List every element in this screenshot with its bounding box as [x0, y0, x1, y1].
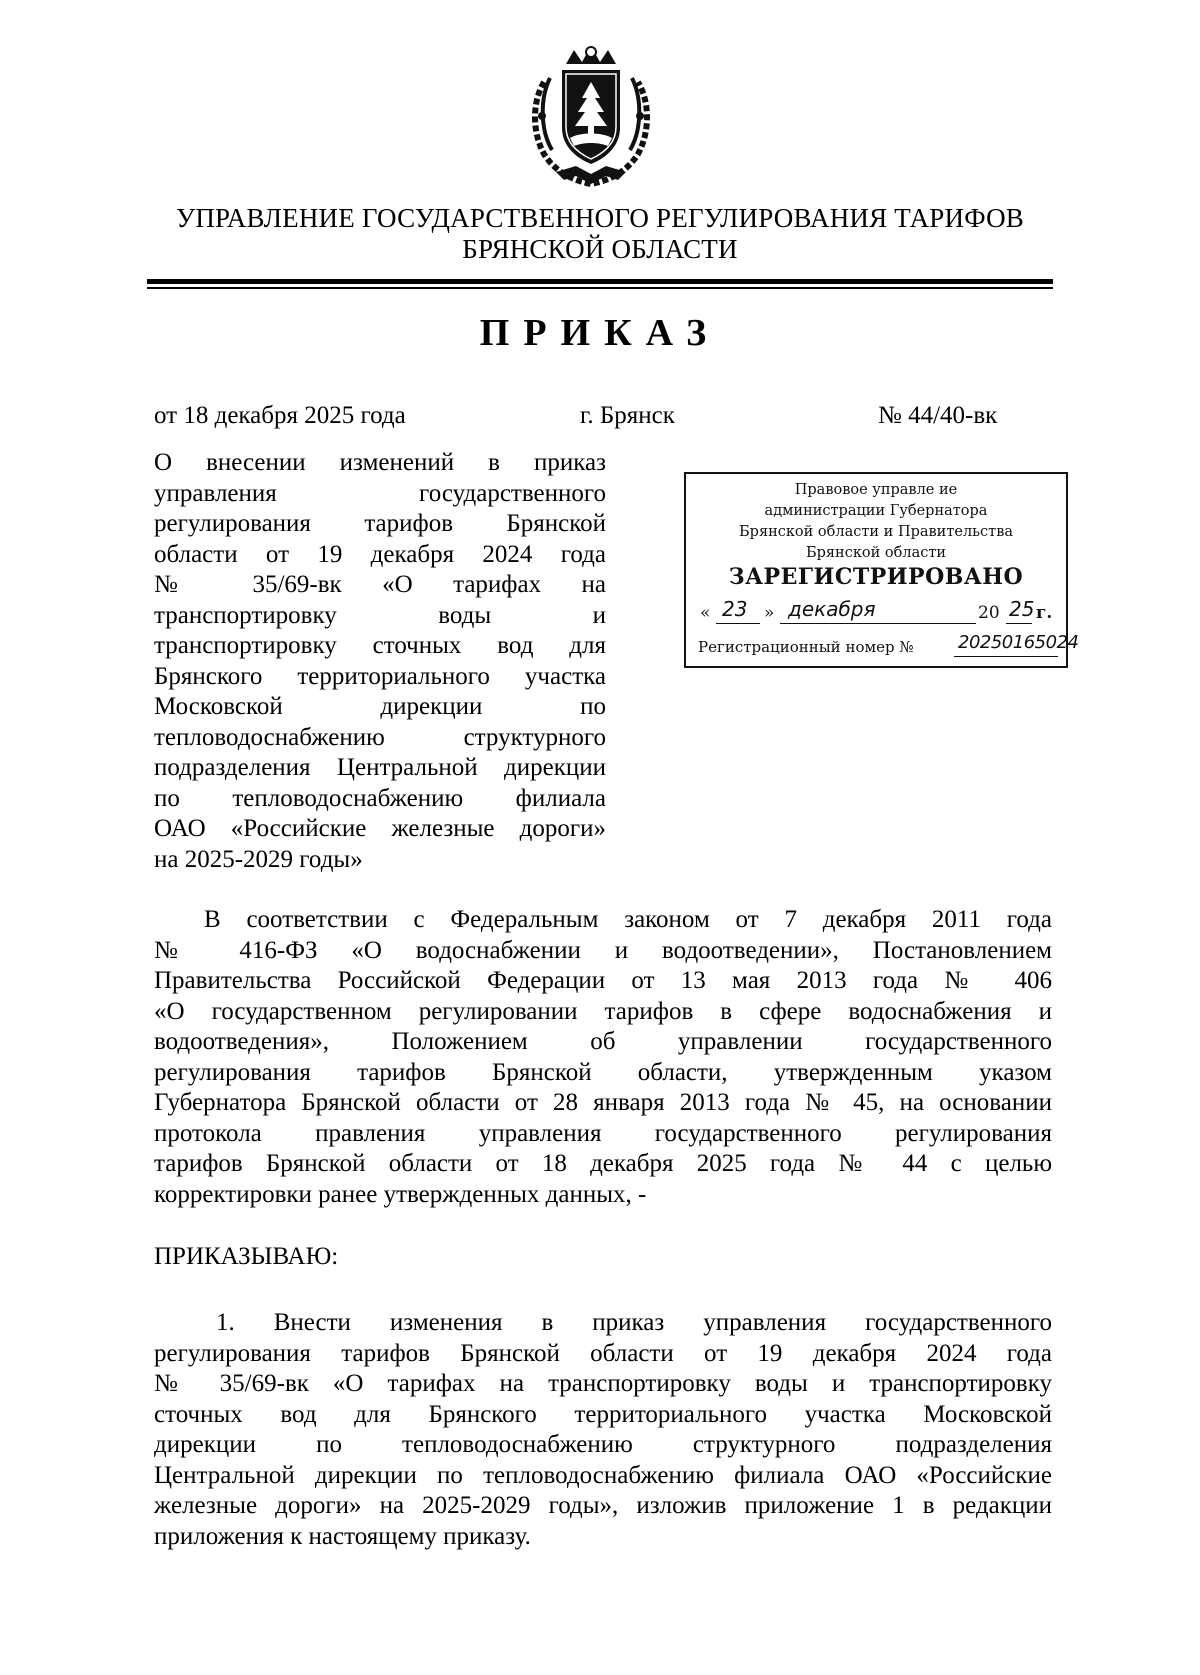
- stamp-line: Брянской области: [805, 545, 947, 561]
- coat-of-arms-emblem: [526, 42, 656, 192]
- underline: [716, 623, 760, 624]
- registration-stamp: [684, 472, 1079, 668]
- subject-line: Брянского территориального участка: [154, 662, 606, 690]
- document-number: № 44/40-вк: [878, 402, 998, 429]
- stamp-close-quote: »: [764, 603, 775, 623]
- stamp-year-prefix: 20: [978, 603, 1000, 623]
- paragraph-line: В соответствии с Федеральным законом от 7 декабря 2011 года: [204, 906, 1052, 933]
- subject-line: управления государственного: [154, 479, 606, 507]
- paragraph-line: № 35/69-вк «О тарифах на транспортировку воды и транспортировку: [154, 1370, 1052, 1397]
- paragraph-line: 1. Внести изменения в приказ управления государственного: [216, 1309, 1052, 1336]
- document-type-title: ПРИКАЗ: [479, 312, 721, 354]
- stamp-line: администрации Губернатора: [764, 503, 988, 519]
- stamp-line: Правовое управле ие: [794, 482, 958, 498]
- paragraph-line: регулирования тарифов Брянской области от 19 декабря 2024 года: [154, 1339, 1052, 1367]
- document-date: от 18 декабря 2025 года: [154, 402, 406, 429]
- paragraph-line: железные дороги» на 2025-2029 годы», изложив приложение 1 в редакции: [154, 1492, 1052, 1519]
- paragraph-line: «О государственном регулировании тарифов в сфере водоснабжения и: [154, 997, 1052, 1025]
- stamp-open-quote: «: [700, 603, 711, 623]
- subject-line: ОАО «Российские железные дороги»: [154, 815, 606, 842]
- subject-line: транспортировку воды и: [154, 601, 606, 629]
- stamp-status: ЗАРЕГИСТРИРОВАНО: [728, 564, 1024, 590]
- subject-line: тепловодоснабжению структурного: [154, 723, 606, 751]
- document-city: г. Брянск: [580, 402, 675, 429]
- paragraph-line: Центральной дирекции по тепловодоснабжению филиала ОАО «Российские: [154, 1461, 1052, 1489]
- organization-name-line1: УПРАВЛЕНИЕ ГОСУДАРСТВЕННОГО РЕГУЛИРОВАНИЯ ТАРИФОВ: [176, 203, 1024, 233]
- subject-line: О внесении изменений в приказ: [154, 449, 606, 476]
- organization-name-line2: БРЯНСКОЙ ОБЛАСТИ: [462, 234, 738, 264]
- paragraph-line: корректировки ранее утвержденных данных, -: [154, 1180, 647, 1208]
- paragraph-line: регулирования тарифов Брянской области, утвержденным указом: [154, 1058, 1052, 1086]
- underline: [780, 623, 976, 624]
- subject-line: № 35/69-вк «О тарифах на: [154, 571, 606, 598]
- paragraph-line: № 416-ФЗ «О водоснабжении и водоотведении», Постановлением: [154, 936, 1052, 964]
- paragraph-line: дирекции по тепловодоснабжению структурного подразделения: [154, 1431, 1052, 1458]
- underline: [1006, 623, 1032, 624]
- paragraph-line: Губернатора Брянской области от 28 января 2013 года № 45, на основании: [154, 1089, 1052, 1116]
- subject-line: по тепловодоснабжению филиала: [154, 784, 606, 812]
- stamp-reg-number-handwritten: 20250165024: [958, 632, 1079, 653]
- stamp-month-handwritten: декабря: [788, 597, 876, 621]
- header-rule-thick: [147, 279, 1053, 284]
- preamble-paragraph: [154, 905, 1052, 1210]
- stamp-line: Брянской области и Правительства: [739, 524, 1013, 540]
- stamp-year-suffix: г.: [1036, 603, 1053, 623]
- order-directive: ПРИКАЗЫВАЮ:: [154, 1243, 339, 1270]
- stamp-day-handwritten: 23: [722, 597, 748, 621]
- underline: [954, 656, 1058, 657]
- subject-line: области от 19 декабря 2024 года: [154, 540, 606, 568]
- subject-line: транспортировку сточных вод для: [154, 632, 606, 659]
- subject-line: регулирования тарифов Брянской: [154, 510, 606, 537]
- subject-block: [154, 448, 606, 875]
- paragraph-line: сточных вод для Брянского территориального участка Московской: [154, 1400, 1052, 1428]
- paragraph-line: тарифов Брянской области от 18 декабря 2025 года № 44 с целью: [154, 1150, 1052, 1177]
- subject-line: подразделения Центральной дирекции: [154, 754, 606, 781]
- stamp-reg-label: Регистрационный номер №: [698, 638, 914, 656]
- subject-line: Московской дирекции по: [154, 693, 606, 720]
- stamp-year-handwritten: 25: [1009, 597, 1035, 621]
- paragraph-line: Правительства Российской Федерации от 13 мая 2013 года № 406: [154, 967, 1052, 994]
- header-rule-thin: [147, 287, 1053, 289]
- paragraph-line: водоотведения», Положением об управлении государственного: [154, 1028, 1052, 1055]
- stamp-date: [696, 597, 1056, 629]
- subject-line: на 2025-2029 годы»: [154, 845, 363, 873]
- paragraph-line: приложения к настоящему приказу.: [154, 1522, 531, 1550]
- paragraph-line: протокола правления управления государственного регулирования: [154, 1119, 1052, 1147]
- item-1-paragraph: [154, 1308, 1052, 1552]
